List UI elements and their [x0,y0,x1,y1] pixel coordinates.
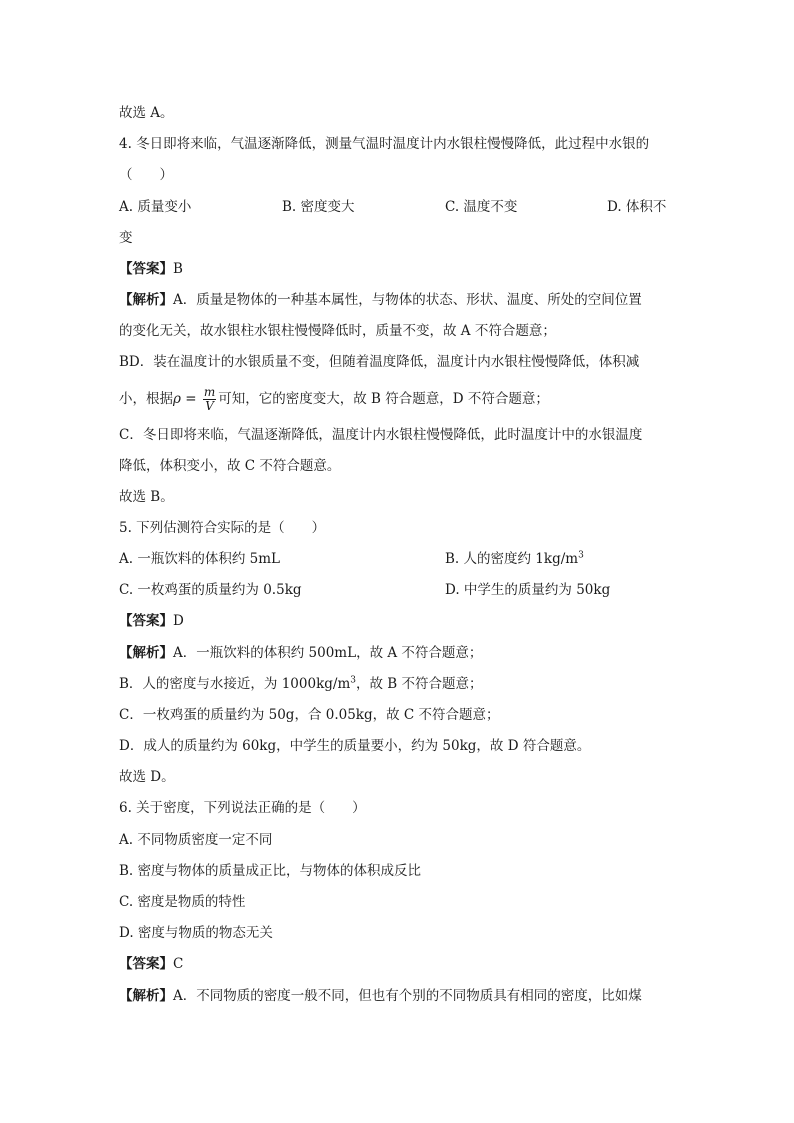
superscript: 3 [350,675,356,686]
question-5-conclusion: 故选 D。 [119,769,175,785]
analysis-text: A．质量是物体的一种基本属性，与物体的状态、形状、温度、所处的空间位置 [173,292,642,308]
question-4-answer [119,259,183,279]
answer-value: D [173,613,184,629]
question-5-answer [119,611,184,631]
question-4-analysis-4 [119,385,549,413]
fraction-numerator: m [203,385,216,399]
question-6-answer [119,954,183,974]
question-4-option-d-wrap: 变 [119,230,133,246]
analysis-text: 小，根据 [119,391,173,407]
question-5-option-c: C. 一枚鸡蛋的质量约为 0.5kg [119,582,302,598]
formula-rho: ρ [173,391,181,407]
answer-tag: 【答案】 [119,261,173,277]
question-4-analysis-3: BD．装在温度计的水银质量不变，但随着温度降低，温度计内水银柱慢慢降低，体积减 [119,354,640,370]
question-4-stem: 4. 冬日即将来临，气温逐渐降低，测量气温时温度计内水银柱慢慢降低，此过程中水银的 [119,136,650,152]
question-4-option-c: C. 温度不变 [445,199,518,215]
question-5-option-b [445,549,584,569]
analysis-tag: 【解析】 [119,645,173,661]
superscript: 3 [578,550,584,561]
option-text: B. 人的密度约 1kg/m [445,551,579,567]
answer-value: B [173,261,183,277]
question-6-option-d: D. 密度与物质的物态无关 [119,925,273,941]
question-5-option-a: A. 一瓶饮料的体积约 5mL [119,551,280,567]
analysis-tag: 【解析】 [119,292,173,308]
question-4-paren: （ ） [119,167,173,183]
question-5-stem: 5. 下列估测符合实际的是（ ） [119,520,326,536]
density-fraction [203,386,216,413]
question-4-conclusion: 故选 B。 [119,489,174,505]
answer-tag: 【答案】 [119,956,173,972]
analysis-text: 可知，它的密度变大，故 B 符合题意，D 不符合题意； [218,391,549,407]
question-5-analysis-1 [119,643,482,663]
question-4-option-a: A. 质量变小 [119,199,192,215]
question-4-analysis-1 [119,290,642,310]
question-6-analysis-1 [119,986,642,1006]
analysis-text: A．一瓶饮料的体积约 500mL，故 A 不符合题意； [173,645,483,661]
answer-value: C [173,956,184,972]
question-6-option-b: B. 密度与物体的质量成正比，与物体的体积成反比 [119,863,422,879]
question-5-analysis-3: C．一枚鸡蛋的质量约为 50g，合 0.05kg，故 C 不符合题意； [119,707,500,723]
question-4-analysis-6: 降低，体积变小，故 C 不符合题意。 [119,458,341,474]
question-4-option-d: D. 体积不 [607,199,667,215]
question-6-option-a: A. 不同物质密度一定不同 [119,832,273,848]
question-4-analysis-5: C．冬日即将来临，气温逐渐降低，温度计内水银柱慢慢降低，此时温度计中的水银温度 [119,427,643,443]
analysis-text: B．人的密度与水接近，为 1000kg/m [119,676,351,692]
text-line: 故选 A。 [119,105,174,121]
analysis-text: ，故 B 不符合题意； [355,676,483,692]
analysis-tag: 【解析】 [119,988,173,1004]
question-5-analysis-2 [119,674,483,694]
analysis-text: A．不同物质的密度一般不同，但也有个别的不同物质具有相同的密度，比如煤 [173,988,642,1004]
question-6-stem: 6. 关于密度，下列说法正确的是（ ） [119,800,366,816]
formula-equals: = [180,391,201,407]
question-5-option-d: D. 中学生的质量约为 50kg [445,582,611,598]
question-4-option-b: B. 密度变大 [282,199,355,215]
question-6-option-c: C. 密度是物质的特性 [119,894,246,910]
question-5-analysis-4: D．成人的质量约为 60kg，中学生的质量要小，约为 50kg，故 D 符合题意。 [119,738,591,754]
fraction-denominator: V [205,399,214,413]
answer-tag: 【答案】 [119,613,173,629]
question-4-analysis-2: 的变化无关，故水银柱水银柱慢慢降低时，质量不变，故 A 不符合题意； [119,323,556,339]
